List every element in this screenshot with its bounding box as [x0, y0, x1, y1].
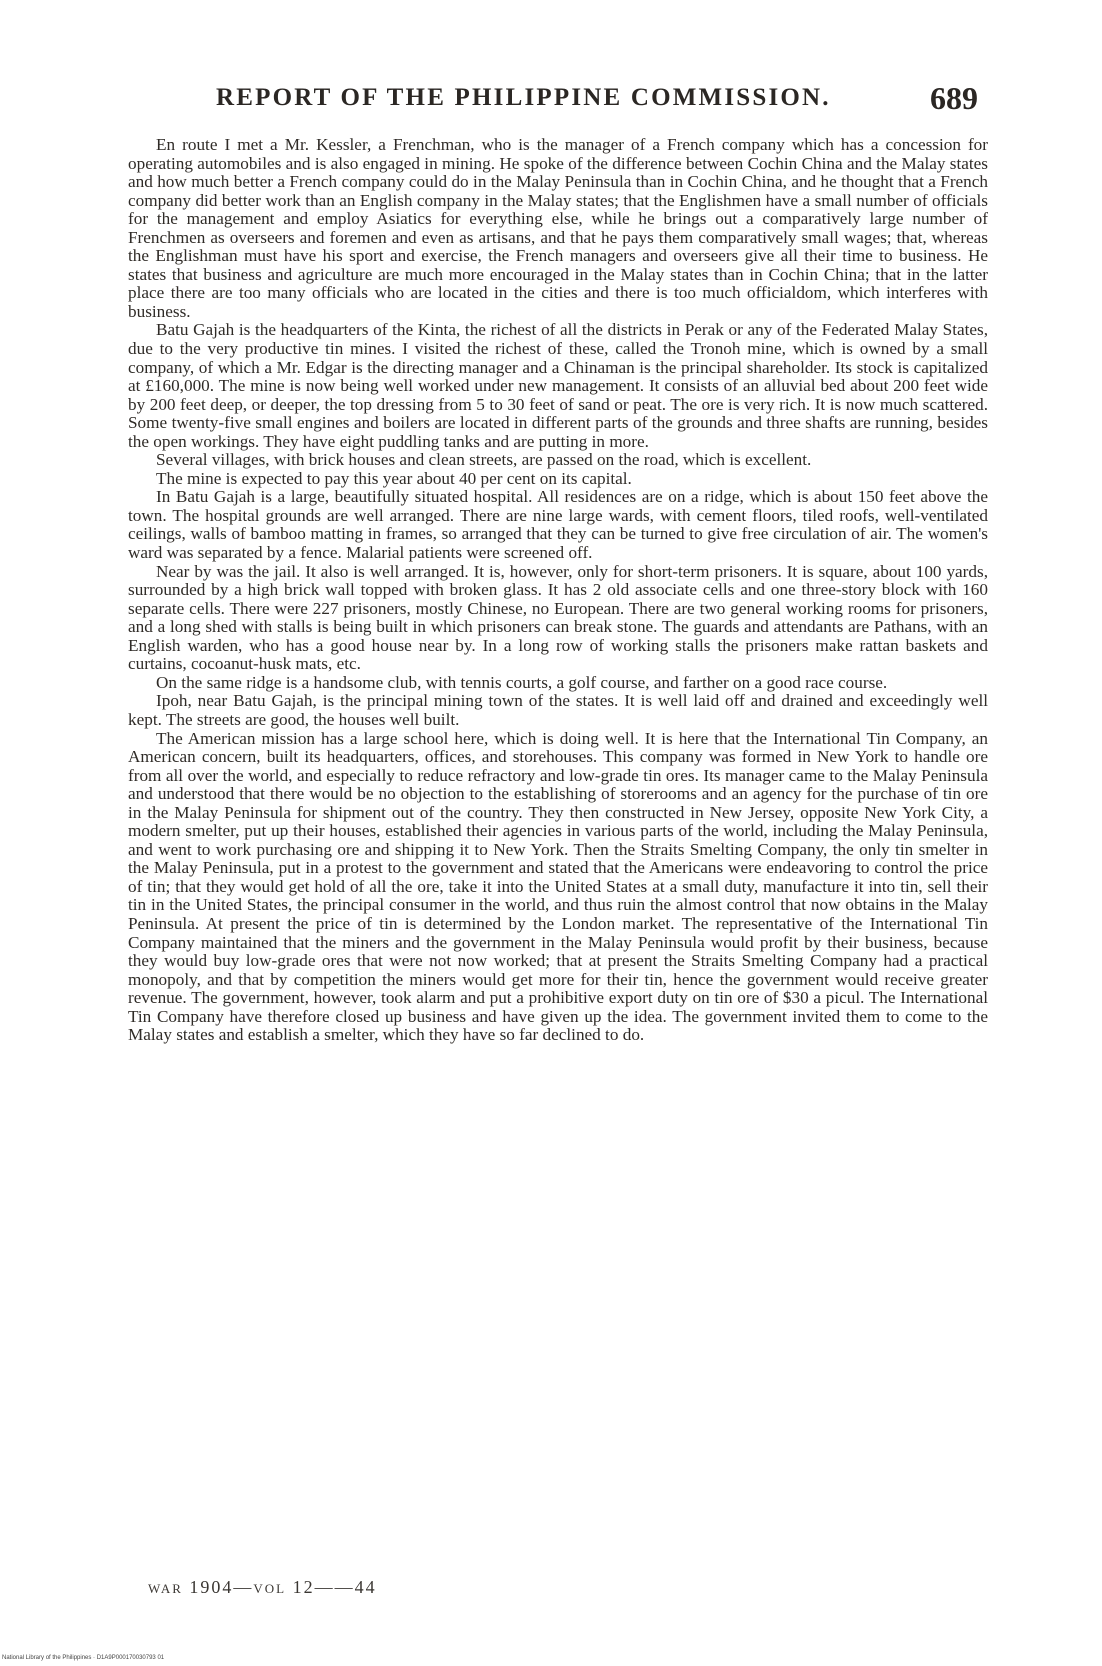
running-title: REPORT OF THE PHILIPPINE COMMISSION.: [216, 84, 831, 111]
page-number: 689: [930, 80, 978, 116]
paragraph: Several villages, with brick houses and clean streets, are passed on the road, which is excellent.: [156, 450, 812, 470]
paragraph: On the same ridge is a handsome club, with tennis courts, a golf course, and farther on a good race course.: [156, 672, 888, 692]
paragraph: The mine is expected to pay this year about 40 per cent on its capital.: [156, 468, 632, 488]
signature-mark: [148, 1577, 377, 1598]
paragraph: Batu Gajah is the headquarters of the Kinta, the richest of all the districts in Perak or any of the Federated Malay States, due to the very productive tin mines. I visited the richest of these, called the Tronoh mine, which is owned by a small company, of which a Mr. Edgar is the directing manager and a Chinaman is the principal shareholder. Its stock is capitalized at £160,000. The mine is now being well worked under new management. It consists of an alluvial bed about 200 feet wide by 200 feet deep, or deeper, the top dressing from 5 to 30 feet of sand or peat. The ore is very rich. It is now much scattered. Some twenty-five small engines and boilers are located in different parts of the grounds and three shafts are running, besides the open workings. They have eight puddling tanks and are putting in more.: [128, 320, 988, 451]
signature-text: war 1904—vol 12——44: [148, 1577, 377, 1597]
paragraph: The American mission has a large school here, which is doing well. It is here that the International Tin Company, an American concern, built its headquarters, offices, and storehouses. This company was formed in New York to handle ore from all over the world, and especially to reduce refractory and low-grade tin ores. Its manager came to the Malay Peninsula and understood that there would be no objection to the establishing of storerooms and an agency for the purchase of tin ore in the Malay Peninsula for shipment out of the country. They then constructed in New Jersey, opposite New York City, a modern smelter, put up their houses, established their agencies in various parts of the world, including the Malay Peninsula, and went to work purchasing ore and shipping it to New York. Then the Straits Smelting Company, the only tin smelter in the Malay Peninsula, put in a protest to the government and stated that the Americans were endeavoring to control the price of tin; that they would get hold of all the ore, take it into the United States at a small duty, manufacture it into tin, sell their tin in the United States, the principal consumer in the world, and thus ruin the almost control that now obtains in the Malay Peninsula. At present the price of tin is determined by the London market. The representative of the International Tin Company maintained that the miners and the government in the Malay Peninsula would profit by their business, because they would buy low-grade ores that were not now worked; that at present the Straits Smelting Company had a practical monopoly, and that by competition the miners would get more for their tin, hence the government would receive greater revenue. The government, however, took alarm and put a prohibitive export duty on tin ore of $30 a picul. The International Tin Company have therefore closed up business and have given up the idea. The government invited them to come to the Malay states and establish a smelter, which they have so far declined to do.: [128, 728, 988, 1045]
paragraph: En route I met a Mr. Kessler, a Frenchman, who is the manager of a French company which has a concession for operating automobiles and is also engaged in mining. He spoke of the difference between Cochin China and the Malay states and how much better a French company could do in the Malay Peninsula than in Cochin China, and he thought that a French company did better work than an English company in the Malay states; that the Englishmen have a small number of officials for the management and employ Asiatics for everything else, while he brings out a comparatively large number of Frenchmen as overseers and foremen and even as artisans, and that he pays them comparatively small wages; that, whereas the Englishman must have his sport and exercise, the French managers and overseers give all their time to business. He states that business and agriculture are much more encouraged in the Malay states than in Cochin China; that in the latter place there are too many officials who are located in the cities and there is too much officialdom, which interferes with business.: [128, 135, 988, 321]
paragraph: Near by was the jail. It also is well arranged. It is, however, only for short-term prisoners. It is square, about 100 yards, surrounded by a high brick wall topped with broken glass. It has 2 old associate cells and one three-story block with 160 separate cells. There were 227 prisoners, mostly Chinese, no European. There are two general working rooms for prisoners, and a long shed with stalls is being built in which prisoners can break stone. The guards and attendants are Pathans, with an English warden, who has a good house near by. In a long row of working stalls the prisoners make rattan baskets and curtains, cocoanut-husk mats, etc.: [128, 561, 988, 674]
page-header: [148, 80, 978, 124]
paragraph: In Batu Gajah is a large, beautifully situated hospital. All residences are on a ridge, which is about 150 feet above the town. The hospital grounds are well arranged. There are nine large wards, with cement floors, tiled roofs, well-ventilated ceilings, walls of bamboo matting in frames, so arranged that they can be turned to give free circulation of air. The women's ward was separated by a fence. Malarial patients were screened off.: [128, 487, 988, 563]
library-stamp: National Library of the Philippines · D1A9P000170030793 01: [2, 1655, 165, 1661]
paragraph: Ipoh, near Batu Gajah, is the principal mining town of the states. It is well laid off and drained and exceedingly well kept. The streets are good, the houses well built.: [128, 691, 988, 729]
report-body: [128, 136, 988, 1045]
